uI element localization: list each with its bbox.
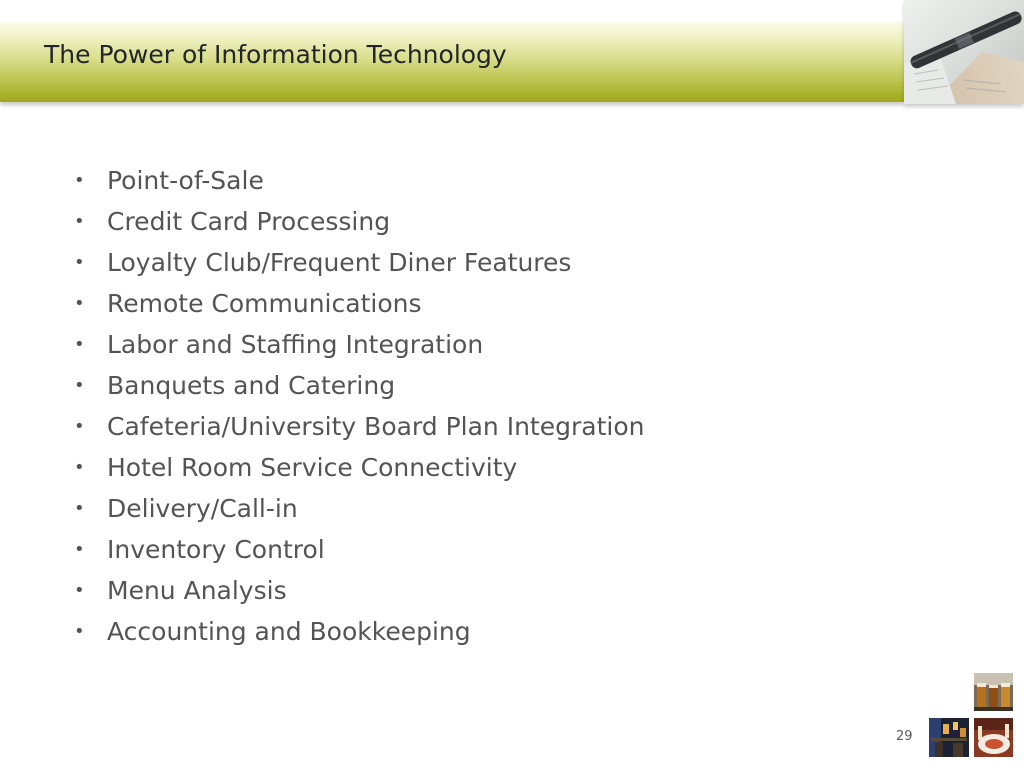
bullet-icon: •: [74, 170, 85, 191]
bullet-icon: •: [74, 252, 85, 273]
bullet-text: Remote Communications: [107, 289, 422, 318]
bullet-item: [74, 365, 644, 406]
bullet-text: Delivery/Call-in: [107, 494, 298, 523]
bullet-item: [74, 570, 644, 611]
bullet-item: [74, 324, 644, 365]
bullet-item: [74, 406, 644, 447]
bullet-icon: •: [74, 211, 85, 232]
bullet-text: Labor and Staffing Integration: [107, 330, 484, 359]
bullet-icon: •: [74, 621, 85, 642]
bullet-text: Inventory Control: [107, 535, 325, 564]
beer-glasses-photo: [974, 673, 1013, 711]
bullet-text: Hotel Room Service Connectivity: [107, 453, 518, 482]
slide-title: The Power of Information Technology: [44, 40, 507, 69]
bullet-text: Banquets and Catering: [107, 371, 396, 400]
bullet-item: [74, 160, 644, 201]
page-number: 29: [896, 729, 913, 744]
bullet-text: Credit Card Processing: [107, 207, 391, 236]
bullet-list: [74, 160, 644, 652]
bullet-icon: •: [74, 580, 85, 601]
bullet-icon: •: [74, 457, 85, 478]
bullet-item: [74, 529, 644, 570]
bullet-item: [74, 242, 644, 283]
bullet-text: Loyalty Club/Frequent Diner Features: [107, 248, 572, 277]
dining-table-photo: [974, 718, 1013, 757]
bullet-icon: •: [74, 375, 85, 396]
bullet-text: Menu Analysis: [107, 576, 287, 605]
bullet-icon: •: [74, 498, 85, 519]
bullet-item: [74, 201, 644, 242]
bullet-item: [74, 283, 644, 324]
bullet-text: Point-of-Sale: [107, 166, 264, 195]
bullet-icon: •: [74, 293, 85, 314]
bullet-item: [74, 447, 644, 488]
bullet-item: [74, 611, 644, 652]
bullet-icon: •: [74, 539, 85, 560]
bullet-icon: •: [74, 416, 85, 437]
bullet-item: [74, 488, 644, 529]
bullet-text: Accounting and Bookkeeping: [107, 617, 471, 646]
bullet-icon: •: [74, 334, 85, 355]
bullet-text: Cafeteria/University Board Plan Integration: [107, 412, 645, 441]
restaurant-interior-photo: [929, 718, 969, 757]
pen-document-photo: [904, 0, 1024, 104]
